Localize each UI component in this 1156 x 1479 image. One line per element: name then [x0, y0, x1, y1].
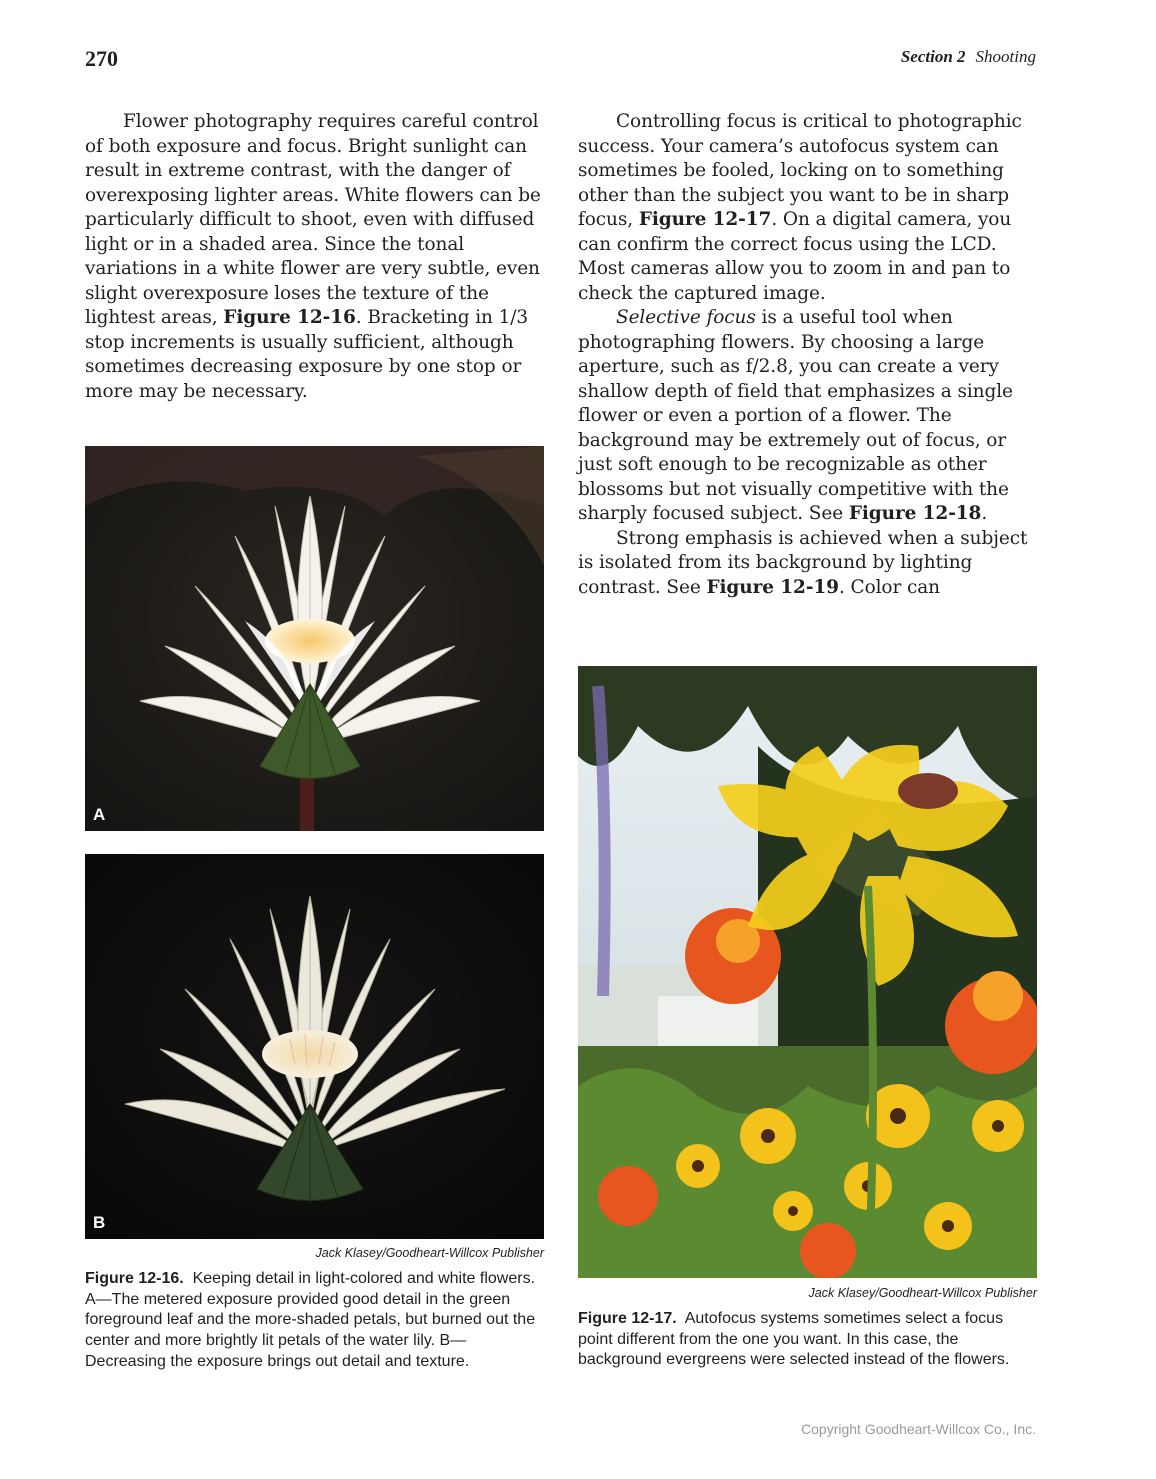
figure-reference: Figure 12-17 [638, 209, 772, 230]
section-label: Section 2 [900, 47, 966, 66]
figure-caption [578, 1309, 1038, 1371]
caption-text: Autofocus systems sometimes select a focus point different from the one you want. In this case, the background evergreens were selected instead of the flowers. [578, 1310, 1010, 1369]
caption-text: Keeping detail in light-colored and white flowers. A—The metered exposure provided good detail in the green foreground leaf and the more-shaded petals, but burned out the center and more brightly lit petals of the water lily. B—Decreasing the exposure brings out detail and texture. [85, 1270, 536, 1370]
right-column-text [578, 110, 1038, 600]
left-column-text [85, 110, 545, 404]
page-number: 270 [85, 46, 118, 71]
paragraph: Selective focus is a useful tool when photographing flowers. By choosing a large aperture, such as f/2.8, you can create a very shallow depth of field that emphasizes a single flower or even a portion of a flower. The background may be extremely out of focus, or just soft enough to be recognizable as other blossoms but not visually competitive with the sharply focused subject. See Figure 12-18. [578, 307, 1013, 524]
water-lily-photo-a [85, 446, 544, 831]
copyright-notice: Copyright Goodheart-Willcox Co., Inc. [801, 1421, 1036, 1437]
caption-label: Figure 12-16. [85, 1270, 184, 1287]
figure-reference: Figure 12-16 [223, 307, 356, 328]
paragraph: Strong emphasis is achieved when a subject is isolated from its background by lighting contrast. See Figure 12-19. Color can [578, 527, 1028, 598]
figure-reference: Figure 12-18 [848, 503, 982, 524]
key-term: Selective focus [616, 307, 756, 328]
photo-credit: Jack Klasey/Goodheart-Willcox Publisher [315, 1246, 544, 1260]
photo-credit: Jack Klasey/Goodheart-Willcox Publisher [808, 1286, 1037, 1300]
running-head [901, 47, 1036, 67]
panel-label-b: B [93, 1213, 106, 1232]
garden-flowers-image [578, 666, 1037, 1278]
water-lily-image-a [85, 446, 544, 831]
section-title: Shooting [975, 47, 1036, 66]
water-lily-photo-b [85, 854, 544, 1239]
paragraph: Controlling focus is critical to photographic success. Your camera’s autofocus system can sometimes be fooled, locking on to something other than the subject you want to be in sharp focus, Figure 12-17. On a digital camera, you can confirm the correct focus using the LCD. Most cameras allow you to zoom in and pan to check the captured image. [578, 111, 1022, 304]
panel-label-a: A [93, 805, 106, 824]
paragraph: Flower photography requires careful control of both exposure and focus. Bright sunlight can result in extreme contrast, with the danger of overexposing lighter areas. White flowers can be particularly difficult to shoot, even with diffused light or in a shaded area. Since the tonal variations in a white flower are very subtle, even slight overexposure loses the texture of the lightest areas, Figure 12-16. Bracketing in 1/3 stop increments is usually sufficient, although sometimes decreasing exposure by one stop or more may be necessary. [85, 111, 541, 402]
caption-label: Figure 12-17. [578, 1310, 677, 1327]
water-lily-image-b [85, 854, 544, 1239]
figure-reference: Figure 12-19 [706, 576, 839, 598]
garden-flowers-photo [578, 666, 1037, 1278]
figure-caption [85, 1269, 545, 1373]
